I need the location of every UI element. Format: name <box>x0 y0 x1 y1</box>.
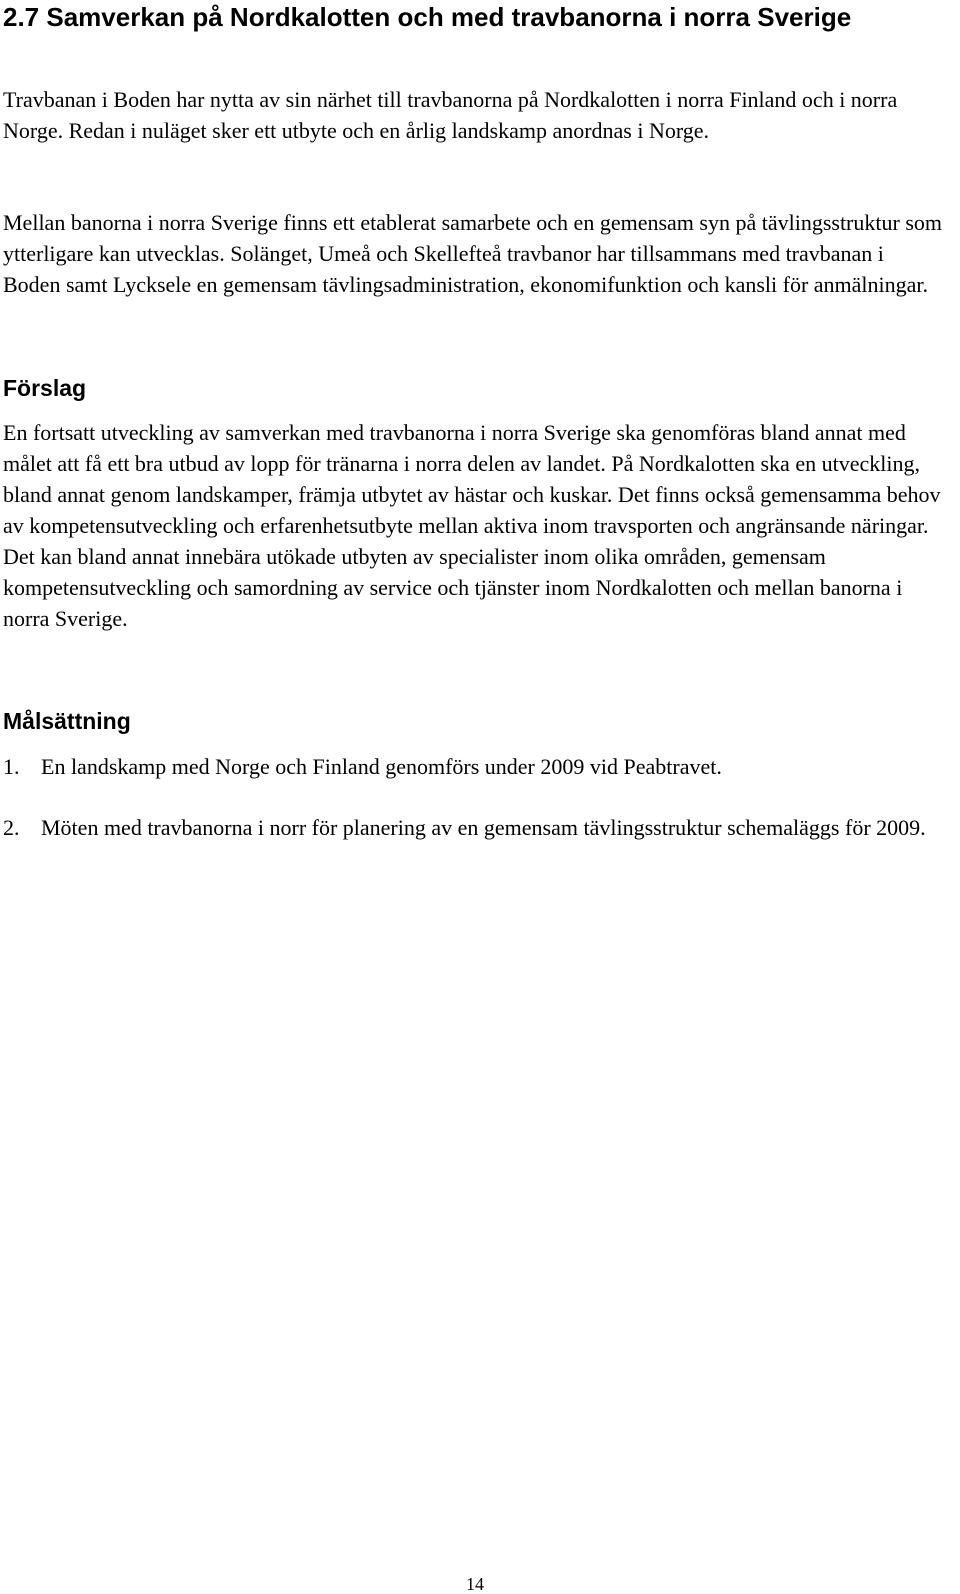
list-item-number: 1. <box>3 754 20 779</box>
forslag-paragraph: En fortsatt utveckling av samverkan med travbanorna i norra Sverige ska genomföras bland annat med målet att få ett bra utbud av lopp för tränarna i norra delen av landet. På Nordkalotten ska en utveckling, bland annat genom landskamper, främja utbytet av hästar och kuskar. Det finns också gemensamma behov av kompetensutveckling och erfarenhetsutbyte mellan aktiva inom travsporten och angränsande näringar. Det kan bland annat innebära utökade utbyten av specialister inom olika områden, gemensam kompetensutveckling och samordning av service och tjänster inom Nordkalotten och mellan banorna i norra Sverige. <box>3 420 941 631</box>
section-heading: 2.7 Samverkan på Nordkalotten och med travbanorna i norra Sverige <box>3 2 852 32</box>
cooperation-paragraph: Mellan banorna i norra Sverige finns ett etablerat samarbete och en gemensam syn på tävlingsstruktur som ytterligare kan utvecklas. Solänget, Umeå och Skellefteå travbanor har tillsammans med travbanan i Boden samt Lycksele en gemensam tävlingsadministration, ekonomifunktion och kansli för anmälningar. <box>3 210 942 297</box>
list-item-text: En landskamp med Norge och Finland genomförs under 2009 vid Peabtravet. <box>41 754 722 779</box>
list-item <box>3 812 945 843</box>
list-item <box>3 751 945 782</box>
forslag-heading: Förslag <box>3 375 87 401</box>
list-item-number: 2. <box>3 815 20 840</box>
page-number: 14 <box>466 1574 484 1594</box>
malsattning-heading: Målsättning <box>3 708 131 734</box>
list-item-text: Möten med travbanorna i norr för planering av en gemensam tävlingsstruktur schemaläggs för 2009. <box>41 815 926 840</box>
intro-paragraph: Travbanan i Boden har nytta av sin närhet till travbanorna på Nordkalotten i norra Finland och i norra Norge. Redan i nuläget sker ett utbyte och en årlig landskamp anordnas i Norge. <box>3 87 898 143</box>
